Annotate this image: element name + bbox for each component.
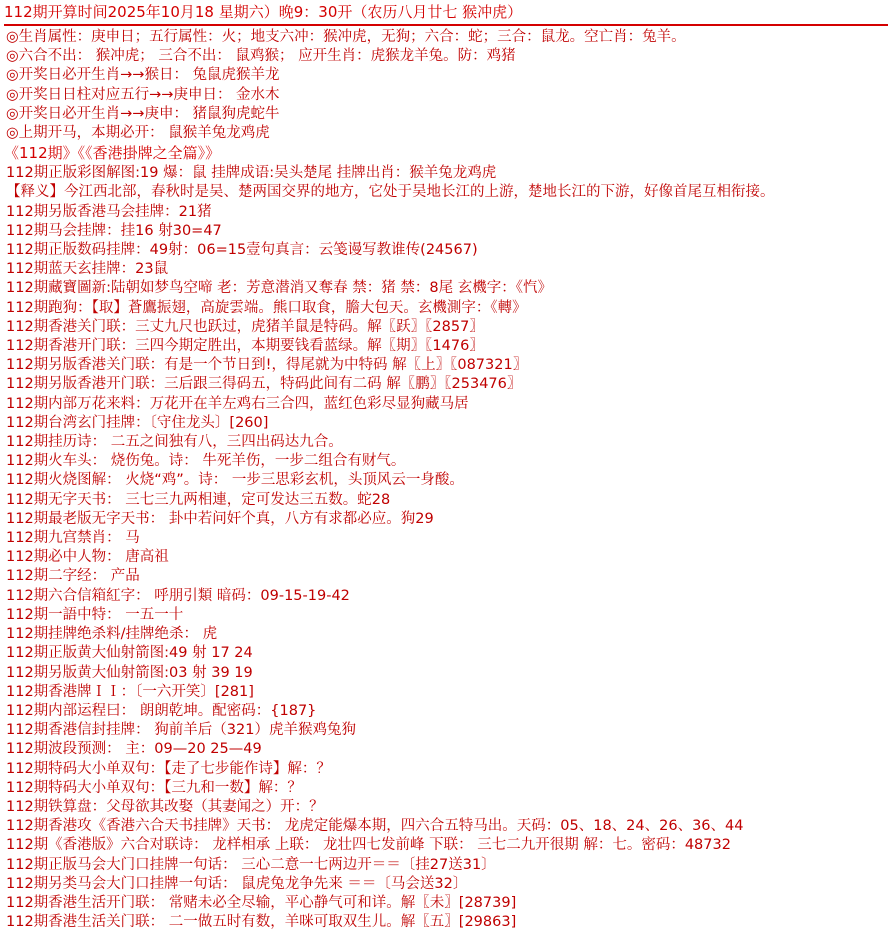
draw-time-header: 112期开算时间2025年10月18 星期六）晚9：30开（农历八月廿七 猴冲虎） — [4, 3, 523, 21]
attribute-line: ◎开奖日必开生肖→→猴日： 兔鼠虎猴羊龙 — [6, 67, 280, 84]
body-line: 112期火烧图解： 火烧“鸡”。诗： 一步三思彩玄机，头顶风云一身酸。 — [6, 472, 464, 489]
attribute-line: ◎开奖日日柱对应五行→→庚申日： 金水木 — [6, 86, 280, 103]
body-line: 112期正版马会大门口挂牌一句话： 三心二意一七两边开＝＝〔挂27送31〕 — [6, 856, 496, 873]
body-line: 112期特码大小单双句：【走了七步能作诗】解：？ — [6, 760, 331, 777]
body-line: 112期火车头： 烧伤兔。诗： 牛死羊伤，一步二组合有财气。 — [6, 453, 406, 470]
body-line: 112期最老版无字天书： 卦中若问奸个真，八方有求都必应。狗29 — [6, 510, 434, 527]
body-line: 112期内部运程曰： 朗朗乾坤。配密码：{187} — [6, 702, 317, 719]
body-line: 112期必中人物： 唐高祖 — [6, 549, 169, 566]
body-line: 112期马会挂牌：挂16 射30=47 — [6, 222, 222, 239]
attribute-line: ◎生肖属性：庚申日；五行属性：火；地支六冲：猴冲虎，无狗；六合：蛇；三合：鼠龙。空亡肖：兔羊。 — [6, 29, 686, 45]
body-line: 112期香港生活开门联： 常赌未必全尽输，平心静气可和详。解〖未〗[28739] — [6, 894, 517, 911]
body-line: 112期二字经： 产品 — [6, 568, 140, 585]
body-line: 112期六合信箱紅字： 呼朋引類 暗码：09-15-19-42 — [6, 587, 350, 604]
body-line: 112期九宫禁肖： 马 — [6, 530, 140, 547]
body-line: 112期特码大小单双句：【三九和一数】解：？ — [6, 779, 302, 796]
body-line: 112期台湾玄门挂牌：〔守住龙头〕[260] — [6, 414, 269, 431]
attribute-line: ◎六合不出： 猴冲虎； 三合不出： 鼠鸡猴； 应开生肖：虎猴龙羊兔。防：鸡猪 — [6, 48, 516, 65]
body-line: 112期香港开门联：三四今期定胜出，本期要钱看蓝绿。解〖期〗〖1476〗 — [6, 338, 484, 355]
body-line: 112期铁算盘：父母欲其改娶（其妻闻之）开：？ — [6, 798, 324, 815]
body-line: 112期香港信封挂牌： 狗前羊后（321）虎羊猴鸡兔狗 — [6, 722, 356, 739]
body-line: 112期挂历诗： 二五之间独有八，三四出码达九合。 — [6, 434, 343, 451]
attribute-line: ◎开奖日必开生肖→→庚申： 猪鼠狗虎蛇牛 — [6, 105, 280, 122]
body-line: 112期正版数码挂牌：49射：06=15壹句真言：云笺谩写教谁传(24567) — [6, 242, 478, 259]
body-line: 112期《香港版》六合对联诗： 龙样相承 上联： 龙壮四七发前峰 下联： 三七二九开很期 解：七。密码：48732 — [6, 837, 731, 854]
body-line: 112期挂牌绝杀料/挂牌绝杀： 虎 — [6, 626, 218, 643]
body-line: 112期波段预测： 主：09—20 25—49 — [6, 741, 262, 758]
body-line: 112期另版香港关门联：有是一个节日到!，得尾就为中特码 解〖上〗〖087321〗 — [6, 357, 528, 374]
body-line: 112期香港关门联：三丈九尺也跃过，虎猪羊鼠是特码。解〖跃〗〖2857〗 — [6, 318, 484, 335]
body-line: 112期藏寶圖新:陆朝如梦鸟空啼 老：芳意潜消又奪春 禁：猪 禁：8尾 玄機字：《忾》 — [6, 280, 552, 297]
body-line: 【释义】今江西北部，春秋时是吴、楚两国交界的地方，它处于吴地长江的上游，楚地长江的下游，好像首尾互相衔接。 — [6, 184, 775, 201]
body-line: 112期跑狗：【取】蒼鷹振翅，高旋雲端。熊口取食，膽大包天。玄機測字：《轉》 — [6, 299, 527, 316]
body-line: 112期一語中特： 一五一十 — [6, 606, 184, 623]
body-block — [4, 164, 890, 932]
body-line: 112期正版黄大仙射箭图:49 射 17 24 — [6, 645, 253, 662]
section-title: 《112期》《《香港掛牌之全篇》》 — [4, 144, 221, 163]
body-line: 112期另版香港开门联：三后跟三得码五，特码此间有二码 解〖鹏〗〖253476〗 — [6, 376, 522, 393]
body-line: 112期香港生活关门联： 二一做五时有数，羊咪可取双生儿。解〖五〗[29863] — [6, 914, 517, 931]
body-line: 112期香港攻《香港六合天书挂牌》天书： 龙虎定能爆本期，四六合五特马出。天码：05、18、24、26、36、44 — [6, 818, 744, 835]
body-line: 112期香港牌ＩＩ：〔一六开笑〕[281] — [6, 683, 254, 700]
body-line: 112期无字天书： 三七三九两相連，定可发达三五数。蛇28 — [6, 491, 391, 508]
body-line: 112期蓝天玄挂牌：23鼠 — [6, 261, 169, 278]
attributes-block — [4, 28, 890, 143]
body-line: 112期正版彩图解图:19 爆：鼠 挂牌成语:吴头楚尾 挂牌出肖：猴羊兔龙鸡虎 — [6, 165, 497, 182]
body-line: 112期另版黄大仙射箭图:03 射 39 19 — [6, 664, 253, 681]
body-line: 112期另类马会大门口挂牌一句话： 鼠虎兔龙争先来 ＝＝〔马会送32〕 — [6, 875, 468, 892]
header-divider — [4, 24, 888, 26]
body-line: 112期内部万花来料：万花开在羊左鸡右三合四，蓝红色彩尽显狗藏马居 — [6, 395, 469, 412]
attribute-line: ◎上期开马，本期必开： 鼠猴羊兔龙鸡虎 — [6, 125, 270, 142]
body-line: 112期另版香港马会挂牌：21猪 — [6, 203, 212, 220]
